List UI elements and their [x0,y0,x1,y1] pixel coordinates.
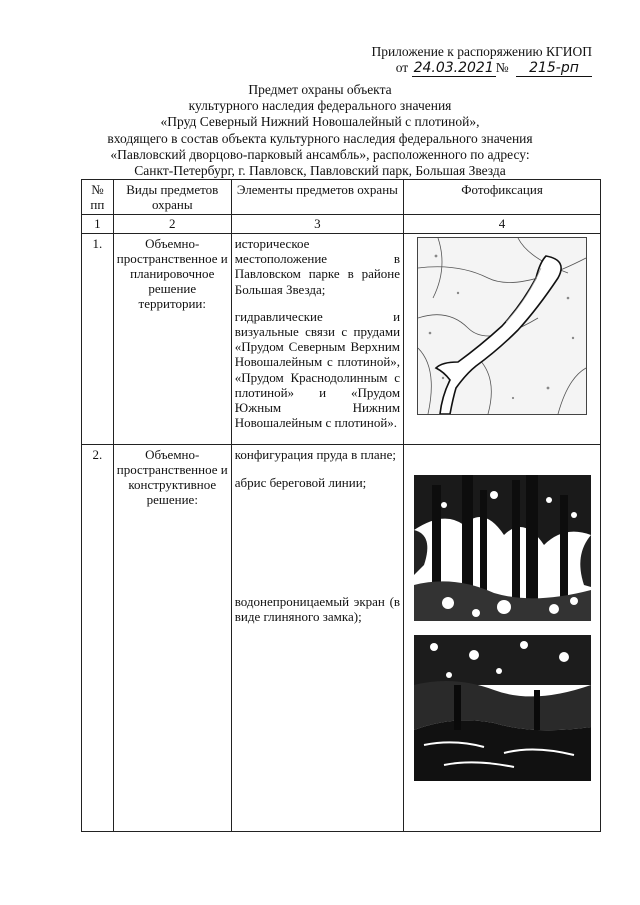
column-number: 4 [404,215,601,234]
element-item: абрис береговой линии; [234,474,367,490]
handwritten-date: 24.03.2021 [413,60,494,76]
pond-photo [414,635,591,781]
row-photo-cell [404,234,601,445]
heading-line: «Павловский дворцово-парковый ансамбль», расположенного по адресу: [110,146,530,162]
from-label: от [395,60,409,75]
handwritten-number: 215-рп [516,60,592,77]
table-row [82,234,601,445]
row-kind: Объемно-пространственное и конструктивное решение: [113,445,231,832]
heading-line: «Пруд Северный Нижний Новошалейный с плотиной», [160,114,480,130]
header-kinds: Виды предметов охраны [113,180,231,215]
spacer [235,548,400,594]
appendix-header [371,44,592,77]
table-row [82,445,601,832]
row-kind: Объемно-пространственное и планировочное решение территории: [113,234,231,445]
header-number: № пп [82,180,114,215]
header-photos: Фотофиксация [404,180,601,215]
header-elements: Элементы предметов охраны [231,180,403,215]
appendix-date-line [371,60,592,77]
element-item: водонепроницаемый экран (в виде глиняного замка); [234,593,401,625]
row-number: 1. [82,234,114,445]
heading-line: входящего в состав объекта культурного наследия федерального значения [107,130,533,146]
row-photo-cell [404,445,601,832]
map-photo [417,237,587,415]
spacer [235,502,400,548]
column-number-row [82,215,601,234]
row-number: 2. [82,445,114,832]
element-item: конфигурация пруда в плане; [234,447,397,463]
element-item: гидравлические и визуальные связи с прудами «Прудом Северным Верхним Новошалейным с плотиной», «Прудом Краснодолинным с плотиной» и «Прудом Южным Нижним Новошалейным с плотиной». [234,308,401,431]
element-item: историческое местоположение в Павловском парке в районе Большая Звезда; [234,236,401,297]
document-heading [60,82,580,179]
protection-table [81,179,601,832]
appendix-title: Приложение к распоряжению КГИОП [371,44,592,59]
forest-photo [414,475,591,621]
heading-line: Санкт-Петербург, г. Павловск, Павловский парк, Большая Звезда [134,163,506,179]
heading-line: культурного наследия федерального значения [188,98,452,114]
table-header-row [82,180,601,215]
column-number: 2 [113,215,231,234]
column-number: 3 [231,215,403,234]
row-elements [231,445,403,832]
row-elements [231,234,403,445]
number-label: № [495,60,509,75]
heading-line: Предмет охраны объекта [248,82,392,97]
column-number: 1 [82,215,114,234]
